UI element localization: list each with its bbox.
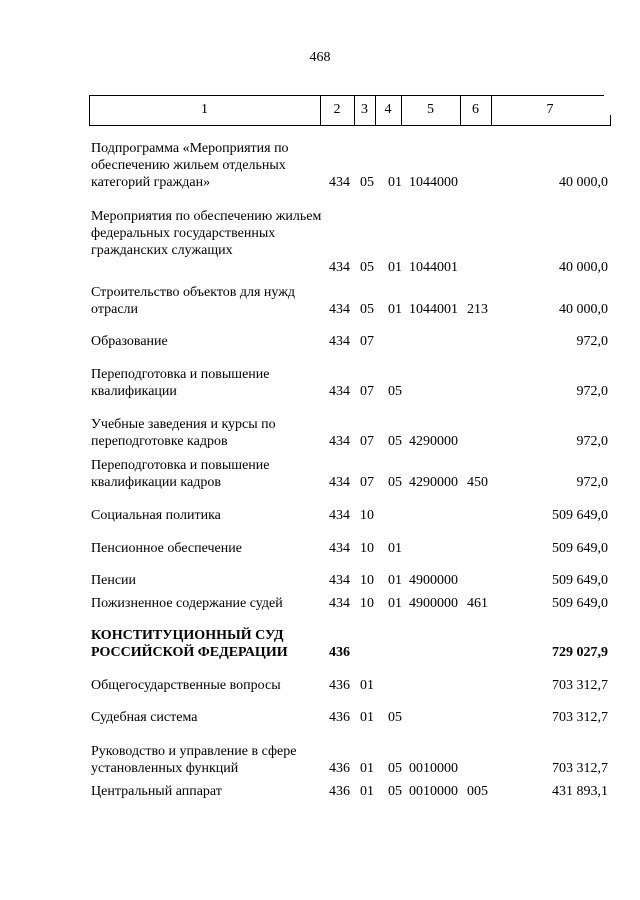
subsection-code: 05 [388, 475, 402, 490]
ministry-code: 434 [329, 175, 350, 190]
row-name: Подпрограмма «Мероприятия по обеспечению жильем отдельных категорий граждан» [91, 141, 289, 190]
ministry-code: 436 [329, 678, 350, 693]
row-name: Образование [91, 334, 168, 349]
table-row [0, 457, 640, 491]
target-code: 0010000 [409, 784, 458, 799]
amount-value: 509 649,0 [552, 573, 608, 588]
column-header-kind: 6 [472, 102, 479, 117]
amount-value: 40 000,0 [559, 302, 608, 317]
section-code: 01 [360, 761, 374, 776]
section-code: 07 [360, 334, 374, 349]
amount-value: 729 027,9 [552, 645, 608, 660]
section-code: 07 [360, 434, 374, 449]
column-header-amount: 7 [546, 102, 554, 117]
subsection-code: 01 [388, 175, 402, 190]
section-code: 10 [360, 541, 374, 556]
target-code: 4290000 [409, 434, 458, 449]
subsection-code: 05 [388, 784, 402, 799]
amount-value: 703 312,7 [552, 710, 608, 725]
subsection-code: 01 [388, 596, 402, 611]
kind-code: 461 [467, 596, 488, 611]
section-code: 05 [360, 175, 374, 190]
ministry-code: 434 [329, 596, 350, 611]
amount-value: 703 312,7 [552, 761, 608, 776]
table-row [0, 140, 640, 191]
ministry-code: 436 [329, 645, 350, 660]
kind-code: 450 [467, 475, 488, 490]
column-header-row [89, 95, 611, 125]
section-code: 01 [360, 784, 374, 799]
column-header-name: 1 [201, 102, 208, 117]
section-code: 07 [360, 475, 374, 490]
section-code: 10 [360, 596, 374, 611]
amount-value: 972,0 [576, 475, 608, 490]
row-name: Судебная система [91, 710, 198, 725]
table-row [0, 783, 640, 800]
column-header-target: 5 [427, 102, 434, 117]
kind-code: 213 [467, 302, 488, 317]
target-code: 1044000 [409, 175, 458, 190]
table-row [0, 208, 640, 276]
page-number: 468 [309, 50, 331, 65]
section-code: 10 [360, 573, 374, 588]
table-row [0, 627, 640, 661]
header-bottom-border [89, 125, 611, 126]
amount-value: 40 000,0 [559, 175, 608, 190]
row-name: Социальная политика [91, 508, 221, 523]
column-header-subsection: 4 [384, 102, 392, 117]
amount-value: 509 649,0 [552, 596, 608, 611]
table-row [0, 572, 640, 589]
ministry-code: 436 [329, 784, 350, 799]
target-code: 4900000 [409, 573, 458, 588]
row-name: Учебные заведения и курсы по переподготовке кадров [91, 417, 276, 449]
section-code: 01 [360, 678, 374, 693]
target-code: 4900000 [409, 596, 458, 611]
ministry-code: 434 [329, 302, 350, 317]
amount-value: 972,0 [576, 384, 608, 399]
target-code: 0010000 [409, 761, 458, 776]
ministry-code: 434 [329, 508, 350, 523]
row-name: Мероприятия по обеспечению жильем федеральных государственных гражданских служащих [91, 209, 322, 258]
amount-value: 972,0 [576, 334, 608, 349]
target-code: 1044001 [409, 302, 458, 317]
row-name: Строительство объектов для нужд отрасли [91, 285, 296, 317]
row-name: Пожизненное содержание судей [91, 596, 283, 611]
subsection-code: 05 [388, 761, 402, 776]
ministry-code: 436 [329, 710, 350, 725]
kind-code: 005 [467, 784, 488, 799]
amount-value: 509 649,0 [552, 508, 608, 523]
column-header-section: 3 [361, 102, 368, 117]
section-code: 05 [360, 260, 374, 275]
table-row [0, 366, 640, 400]
subsection-code: 05 [388, 710, 402, 725]
table-row [0, 416, 640, 450]
amount-value: 509 649,0 [552, 541, 608, 556]
row-name: Переподготовка и повышение квалификации кадров [91, 458, 270, 490]
table-row [0, 333, 640, 350]
table-row [0, 677, 640, 694]
section-code: 05 [360, 302, 374, 317]
amount-value: 40 000,0 [559, 260, 608, 275]
section-code: 10 [360, 508, 374, 523]
row-name: КОНСТИТУЦИОННЫЙ СУД РОССИЙСКОЙ ФЕДЕРАЦИИ [91, 628, 288, 660]
row-name: Общегосударственные вопросы [91, 678, 281, 693]
row-name: Переподготовка и повышение квалификации [91, 367, 270, 399]
table-row [0, 595, 640, 612]
subsection-code: 01 [388, 302, 402, 317]
ministry-code: 434 [329, 434, 350, 449]
subsection-code: 05 [388, 434, 402, 449]
table-row [0, 540, 640, 557]
subsection-code: 05 [388, 384, 402, 399]
target-code: 1044001 [409, 260, 458, 275]
ministry-code: 434 [329, 541, 350, 556]
ministry-code: 434 [329, 384, 350, 399]
subsection-code: 01 [388, 541, 402, 556]
row-name: Пенсии [91, 573, 137, 588]
ministry-code: 434 [329, 260, 350, 275]
table-row [0, 743, 640, 777]
ministry-code: 434 [329, 573, 350, 588]
ministry-code: 434 [329, 475, 350, 490]
section-code: 01 [360, 710, 374, 725]
amount-value: 431 893,1 [552, 784, 608, 799]
ministry-code: 434 [329, 334, 350, 349]
row-name: Руководство и управление в сфере установленных функций [91, 744, 297, 776]
subsection-code: 01 [388, 260, 402, 275]
subsection-code: 01 [388, 573, 402, 588]
row-name: Пенсионное обеспечение [91, 541, 242, 556]
column-header-ministry: 2 [333, 102, 341, 117]
ministry-code: 436 [329, 761, 350, 776]
section-code: 07 [360, 384, 374, 399]
table-row [0, 284, 640, 318]
table-row [0, 709, 640, 726]
amount-value: 703 312,7 [552, 678, 608, 693]
table-row [0, 507, 640, 524]
amount-value: 972,0 [576, 434, 608, 449]
target-code: 4290000 [409, 475, 458, 490]
row-name: Центральный аппарат [91, 784, 222, 799]
